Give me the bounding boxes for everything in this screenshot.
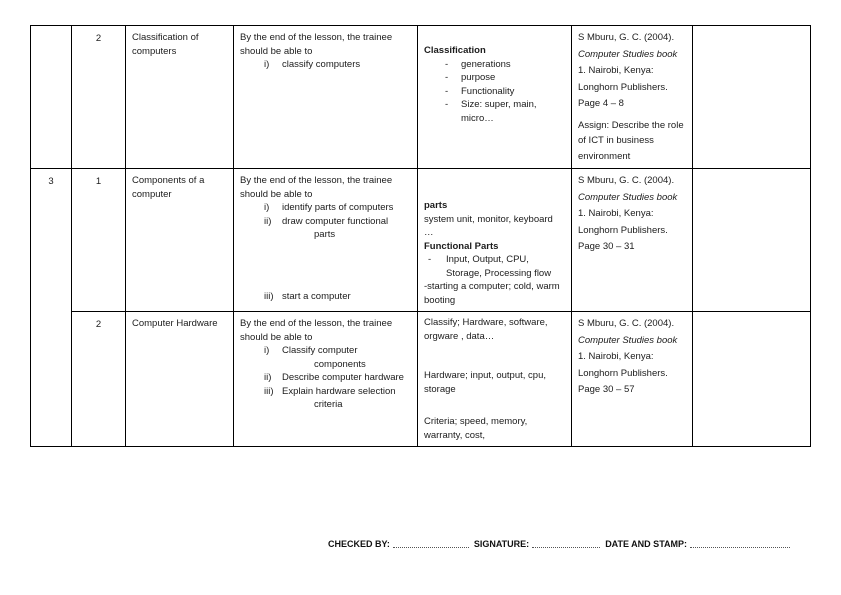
table-row	[31, 312, 811, 447]
objective-number: iii)	[264, 385, 274, 397]
reference-line: Longhorn Publishers.	[578, 224, 668, 236]
reference-line: 1. Nairobi, Kenya:	[578, 351, 654, 362]
reference-line: S Mburu, G. C. (2004).	[578, 318, 675, 329]
objectives-cell	[234, 26, 418, 169]
content-bullet-list	[424, 58, 561, 126]
objective-text: Describe computer hardware	[282, 372, 404, 383]
objective-item	[240, 201, 415, 215]
objective-continuation: components	[314, 358, 366, 370]
signature-fill-line	[532, 539, 600, 548]
objectives-intro: By the end of the lesson, the trainee should be able to	[240, 175, 393, 200]
checked-by-fill-line	[393, 539, 469, 548]
reference-cell	[572, 312, 693, 447]
remarks-cell	[693, 26, 811, 169]
week-cell: 3	[31, 169, 72, 447]
table-row	[31, 169, 811, 312]
content-cell	[418, 26, 572, 169]
reference-cell	[572, 169, 693, 312]
objective-text: start a computer	[282, 290, 351, 302]
content-paragraph: -starting a computer; cold, warm booting	[424, 281, 560, 306]
content-bullet: - Size: super, main, micro…	[424, 98, 561, 125]
objective-item	[240, 290, 415, 304]
objective-item	[240, 371, 415, 385]
objective-item	[240, 58, 415, 72]
signoff-footer	[328, 539, 812, 549]
scheme-of-work-table	[30, 25, 811, 447]
signature-label: SIGNATURE:	[473, 539, 530, 549]
reference-page: Page 4 – 8	[578, 98, 624, 109]
reference-book-title: Computer Studies book	[578, 48, 678, 60]
objective-number: ii)	[264, 372, 272, 383]
objective-number: ii)	[264, 215, 272, 227]
objective-text: draw computer functional	[282, 215, 389, 227]
content-heading: Classification	[424, 45, 486, 56]
content-heading: Functional Parts	[424, 240, 499, 252]
objective-number: i)	[264, 345, 270, 356]
reference-book-title: Computer Studies book	[578, 191, 678, 203]
content-paragraph: system unit, monitor, keyboard …	[424, 213, 553, 238]
objectives-cell	[234, 312, 418, 447]
objective-text: Classify computer	[282, 345, 358, 356]
remarks-cell	[693, 169, 811, 312]
objective-text: classify computers	[282, 59, 361, 70]
content-bullet: - Functionality	[424, 85, 561, 99]
date-stamp-fill-line	[690, 539, 790, 548]
objective-text: Explain hardware selection	[282, 385, 396, 397]
checked-by-label: CHECKED BY:	[328, 539, 390, 549]
content-bullet: - generations	[424, 58, 561, 72]
topic-cell: Classification of computers	[126, 26, 234, 169]
reference-page: Page 30 – 57	[578, 384, 635, 395]
objectives-intro: By the end of the lesson, the trainee should be able to	[240, 32, 393, 57]
reference-line: Longhorn Publishers.	[578, 81, 668, 93]
topic-cell: Computer Hardware	[126, 312, 234, 447]
lesson-cell: 2	[72, 312, 126, 447]
content-paragraph: Criteria; speed, memory, warranty, cost,	[424, 416, 528, 441]
reference-line: Longhorn Publishers.	[578, 367, 668, 379]
objectives-intro: By the end of the lesson, the trainee should be able to	[240, 318, 393, 343]
date-stamp-label: DATE AND STAMP:	[605, 539, 688, 549]
content-cell	[418, 169, 572, 312]
objective-item	[240, 385, 415, 399]
objectives-cell	[234, 169, 418, 312]
content-heading: parts	[424, 200, 448, 211]
objective-number: i)	[264, 59, 270, 70]
reference-line: S Mburu, G. C. (2004).	[578, 32, 675, 43]
objective-item	[240, 215, 415, 229]
content-paragraph: Classify; Hardware, software, orgware , data…	[424, 317, 548, 342]
lesson-cell: 1	[72, 169, 126, 312]
content-bullet: - purpose	[424, 71, 561, 85]
topic-cell: Components of a computer	[126, 169, 234, 312]
lesson-cell: 2	[72, 26, 126, 169]
objective-continuation: criteria	[314, 399, 343, 410]
reference-cell	[572, 26, 693, 169]
content-bullet-list	[424, 253, 561, 280]
objective-number: i)	[264, 202, 270, 213]
reference-line: S Mburu, G. C. (2004).	[578, 175, 675, 186]
table-row	[31, 26, 811, 169]
content-paragraph: Hardware; input, output, cpu, storage	[424, 370, 546, 395]
reference-line: 1. Nairobi, Kenya:	[578, 208, 654, 219]
objective-continuation: parts	[314, 229, 336, 240]
objective-number: iii)	[264, 290, 274, 302]
remarks-cell	[693, 312, 811, 447]
objective-text: identify parts of computers	[282, 202, 394, 213]
reference-book-title: Computer Studies book	[578, 334, 678, 346]
week-cell	[31, 26, 72, 169]
objective-item	[240, 344, 415, 358]
content-cell	[418, 312, 572, 447]
reference-line: 1. Nairobi, Kenya:	[578, 65, 654, 76]
reference-page: Page 30 – 31	[578, 241, 635, 252]
assignment-note: Assign: Describe the role of ICT in business environment	[578, 119, 684, 162]
content-bullet: - Input, Output, CPU, Storage, Processing flow	[424, 253, 561, 280]
